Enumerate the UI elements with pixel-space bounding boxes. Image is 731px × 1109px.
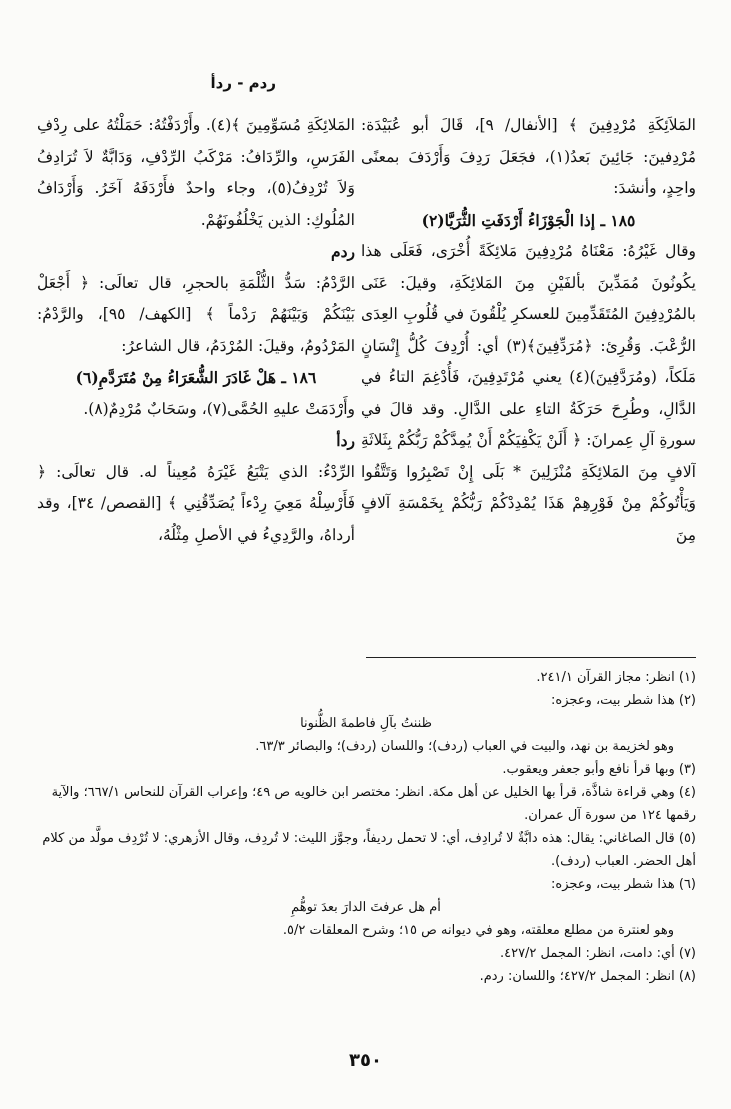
footnote-2-source: وهو لخزيمة بن نهد، والبيت في العباب (ردف)؛ واللسان (ردف)؛ والبصائر ٦٣/٣. <box>255 739 674 754</box>
running-header: ردم - ردأ <box>210 74 276 92</box>
footnote-4: (٤) وهي قراءة شاذَّة، قرأ بها الخليل عن أهل مكة. انظر: مختصر ابن خالويه ص ٤٩؛ وإعراب القرآن للنحاس ٦٦٧/١؛ والآية رقمها ١٢٤ من سورة آل عمران. <box>51 785 696 823</box>
footnote-separator <box>366 657 696 658</box>
paragraph: وأَرْدَمَتْ عليهِ الحُمَّى(٧)، وسَحَابٌ مُرْدِمٌ(٨). <box>83 399 355 418</box>
footnote-5: (٥) قال الصاغاني: يقال: هذه دابَّةٌ لا تُرادِف، أي: لا تحمل رديفاً، وجوَّز الليث: لا تُردِف، وقال الأزهري: لا تُرْدِف مولَّد من كلام أهل الحضر. العباب (ردف). <box>42 831 696 869</box>
footnote-2-verse: ظننتُ بآلِ فاطمةَ الظُّنونا <box>300 716 432 731</box>
footnote-1: (١) انظر: مجاز القرآن ٢٤١/١. <box>536 670 696 685</box>
page-number: ٣٥٠ <box>349 1050 382 1071</box>
footnote-6: (٦) هذا شطر بيت، وعجزه: <box>551 877 696 892</box>
paragraph: المَلاَئِكَةِ مُرْدِفِينَ ﴾ [الأنفال/ ٩]، قَالَ أبو عُبَيْدَة: مُرْدِفينَ: جَائِينَ بَعدُ(١)، فجَعَلَ رَدِفَ وَأَرْدَفَ بمعنًى واحِدٍ، وأنشدَ: <box>361 116 696 197</box>
footnote-6-verse: أم هل عرفتَ الدارَ بعدَ توهُّمِ <box>291 900 441 915</box>
paragraph: المَلائِكَةِ مُسَوِّمِينَ ﴾(٤). وأَرْدَفْتُهُ: حَمَلْتُهُ على رِدْفِ الفَرَسِ، والرِّدَافُ: مَرْكَبُ الرِّدْفِ، وَدَابَّةٌ لاَ تُرَادِفُ وَلاَ تُرْدِفُ(٥)، وجاء واحدٌ فأَرْدَفَهُ آخَرُ. وَأَرْدَافُ المُلُوكِ: الذين يَخْلُفُونَهُمْ. <box>37 116 355 229</box>
right-column <box>361 110 696 650</box>
left-column <box>37 110 355 650</box>
footnote-7: (٧) أي: دامت، انظر: المجمل ٤٢٧/٢. <box>499 946 696 961</box>
entry-heading-radm: ردم <box>331 242 355 261</box>
footnotes <box>36 666 696 988</box>
paragraph: وقال غَيْرُهُ: مَعْنَاهُ مُرْدِفِينَ مَلائِكَةً أُخْرَى، فَعَلَى هذا يكُونُونَ مُمَدِّينَ بألفَيْنِ مِنَ المَلائِكَةِ، وقيلَ: عَنَى بالمُرْدِفِينَ المُتَقَدِّمِينَ للعسكرِ يُلْقُونَ في قُلُوبِ العِدَى الرُّعْبَ. وَقُرِئ: ﴿مُرَدِّفِينَ﴾(٣) أي: أُرْدِفَ كُلُّ إِنْسَانٍ مَلَكاً، (ومُرَدَّفِينَ)(٤) يعني مُرْتَدِفِينَ، فَأُدْغِمَ التاءُ في الدَّالِ، وطُرِحَ حَرَكَةُ التاءِ على الدَّالِ. وقد قالَ في سورةِ آلِ عِمرانَ: ﴿ أَلَنْ يَكْفِيَكُمْ أَنْ يُمِدَّكُمْ رَبُّكُمْ بِثَلاثَةِ آلافٍ مِنَ المَلائِكَةِ مُنْزَلِينَ * بَلَى إِنْ تَصْبِرُوا وَتَتَّقُوا وَيَأْتُوكُمْ مِنْ فَوْرِهِمْ هَذَا يُمْدِدْكُمْ رَبُّكُمْ بِخَمْسَةِ آلافٍ مِنَ <box>361 242 696 544</box>
footnote-6-source: وهو لعنترة من مطلع معلقته، وهو في ديوانه ص ١٥؛ وشرح المعلقات ٥/٢. <box>282 923 674 938</box>
verse-185: ١٨٥ ـ إذا الْجَوْزَاءُ أَرْدَفَتِ الثُّرَيَّا(٢) <box>421 210 636 230</box>
footnote-2: (٢) هذا شطر بيت، وعجزه: <box>551 693 696 708</box>
footnote-3: (٣) وبها قرأ نافع وأبو جعفر ويعقوب. <box>502 762 696 777</box>
footnote-8: (٨) انظر: المجمل ٤٢٧/٢؛ واللسان: ردم. <box>479 969 696 984</box>
entry-heading-rada: ردأ <box>336 431 355 450</box>
paragraph: الرَّدْمُ: سَدُّ الثُّلْمَةِ بالحجرِ، قال تعالَى: ﴿ أَجْعَلْ بَيْنَكُمْ وَبَيْنَهُمْ رَدْماً ﴾ [الكهف/ ٩٥]، والرَّدْمُ: المَرْدُومُ، وقيلَ: المُرْدَمُ، قال الشاعرُ: <box>37 273 355 355</box>
paragraph: الرِّدْءُ: الذي يَتْبَعُ غَيْرَهُ مُعِيناً له. قال تعالَى: ﴿ فَأَرْسِلْهُ مَعِيَ رِدْءاً يُصَدِّقُنِي ﴾ [القصص/ ٣٤]، وقد أرداهُ، والرَّدِيءُ في الأصلِ مِثْلُهُ، <box>37 462 355 544</box>
verse-186: ١٨٦ ـ هَلْ غَادَرَ الشُّعَرَاءُ مِنْ مُتَرَدَّمِ(٦) <box>75 368 317 387</box>
